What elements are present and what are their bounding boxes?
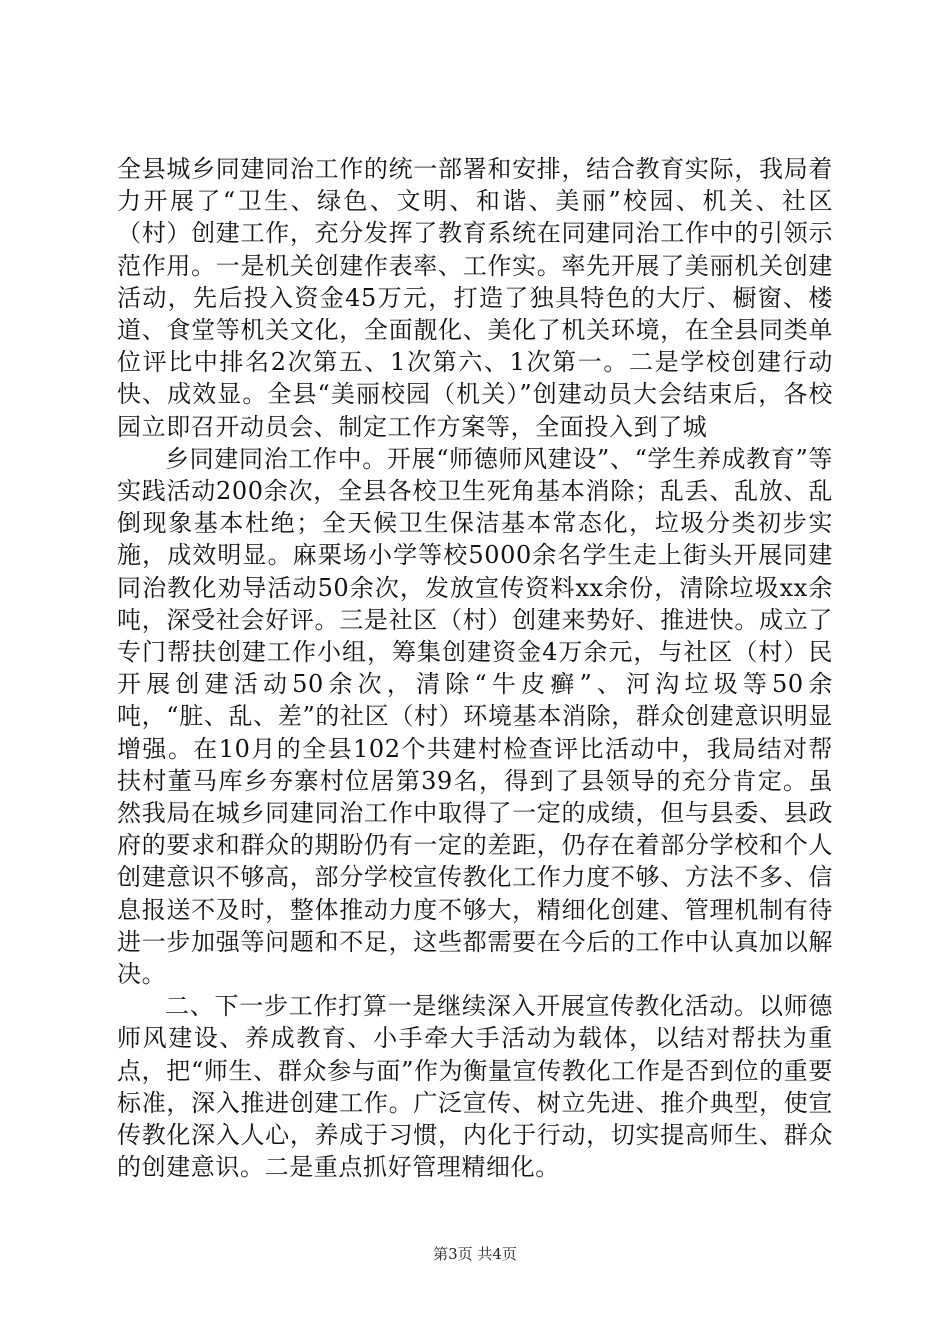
paragraph-2: 乡同建同治工作中。开展“师德师风建设”、“学生养成教育”等实践活动200余次，全县各校卫生死角基本消除；乱丢、乱放、乱倒现象基本杜绝；全天候卫生保洁基本常态化，垃圾分类初步实施，成效明显。麻栗场小学等校5000余名学生走上街头开展同建同治教化劝导活动50余次，发放宣传资料xx余份，清除垃圾xx余吨，深受社会好评。三是社区（村）创建来势好、推进快。成立了专门帮扶创建工作小组，筹集创建资金4万余元，与社区（村）民开展创建活动50余次，清除“牛皮癣”、河沟垃圾等50余吨，“脏、乱、差”的社区（村）环境基本消除，群众创建意识明显增强。在10月的全县102个共建村检查评比活动中，我局结对帮扶村董马库乡夯寨村位居第39名，得到了县领导的充分肯定。虽然我局在城乡同建同治工作中取得了一定的成绩，但与县委、县政府的要求和群众的期盼仍有一定的差距，仍存在着部分学校和个人创建意识不够高，部分学校宣传教化工作力度不够、方法不多、信息报送不及时，整体推动力度不够大，精细化创建、管理机制有待进一步加强等问题和不足，这些都需要在今后的工作中认真加以解决。 (117, 444, 833, 989)
paragraph-3: 二、下一步工作打算一是继续深入开展宣传教化活动。以师德师风建设、养成教育、小手牵大手活动为载体，以结对帮扶为重点，把“师生、群众参与面”作为衡量宣传教化工作是否到位的重要标准，深入推进创建工作。广泛宣传、树立先进、推介典型，使宣传教化深入人心，养成于习惯，内化于行动，切实提高师生、群众的创建意识。二是重点抓好管理精细化。 (117, 992, 833, 1182)
document-body (117, 153, 833, 1184)
page-footer: 第3页 共4页 (433, 1245, 517, 1263)
paragraph-1: 全县城乡同建同治工作的统一部署和安排，结合教育实际，我局着力开展了“卫生、绿色、文明、和谐、美丽”校园、机关、社区（村）创建工作，充分发挥了教育系统在同建同治工作中的引领示范作用。一是机关创建作表率、工作实。率先开展了美丽机关创建活动，先后投入资金45万元，打造了独具特色的大厅、橱窗、楼道、食堂等机关文化，全面靓化、美化了机关环境，在全县同类单位评比中排名2次第五、1次第六、1次第一。二是学校创建行动快、成效显。全县“美丽校园（机关）”创建动员大会结束后，各校园立即召开动员会、制定工作方案等，全面投入到了城 (117, 155, 833, 441)
